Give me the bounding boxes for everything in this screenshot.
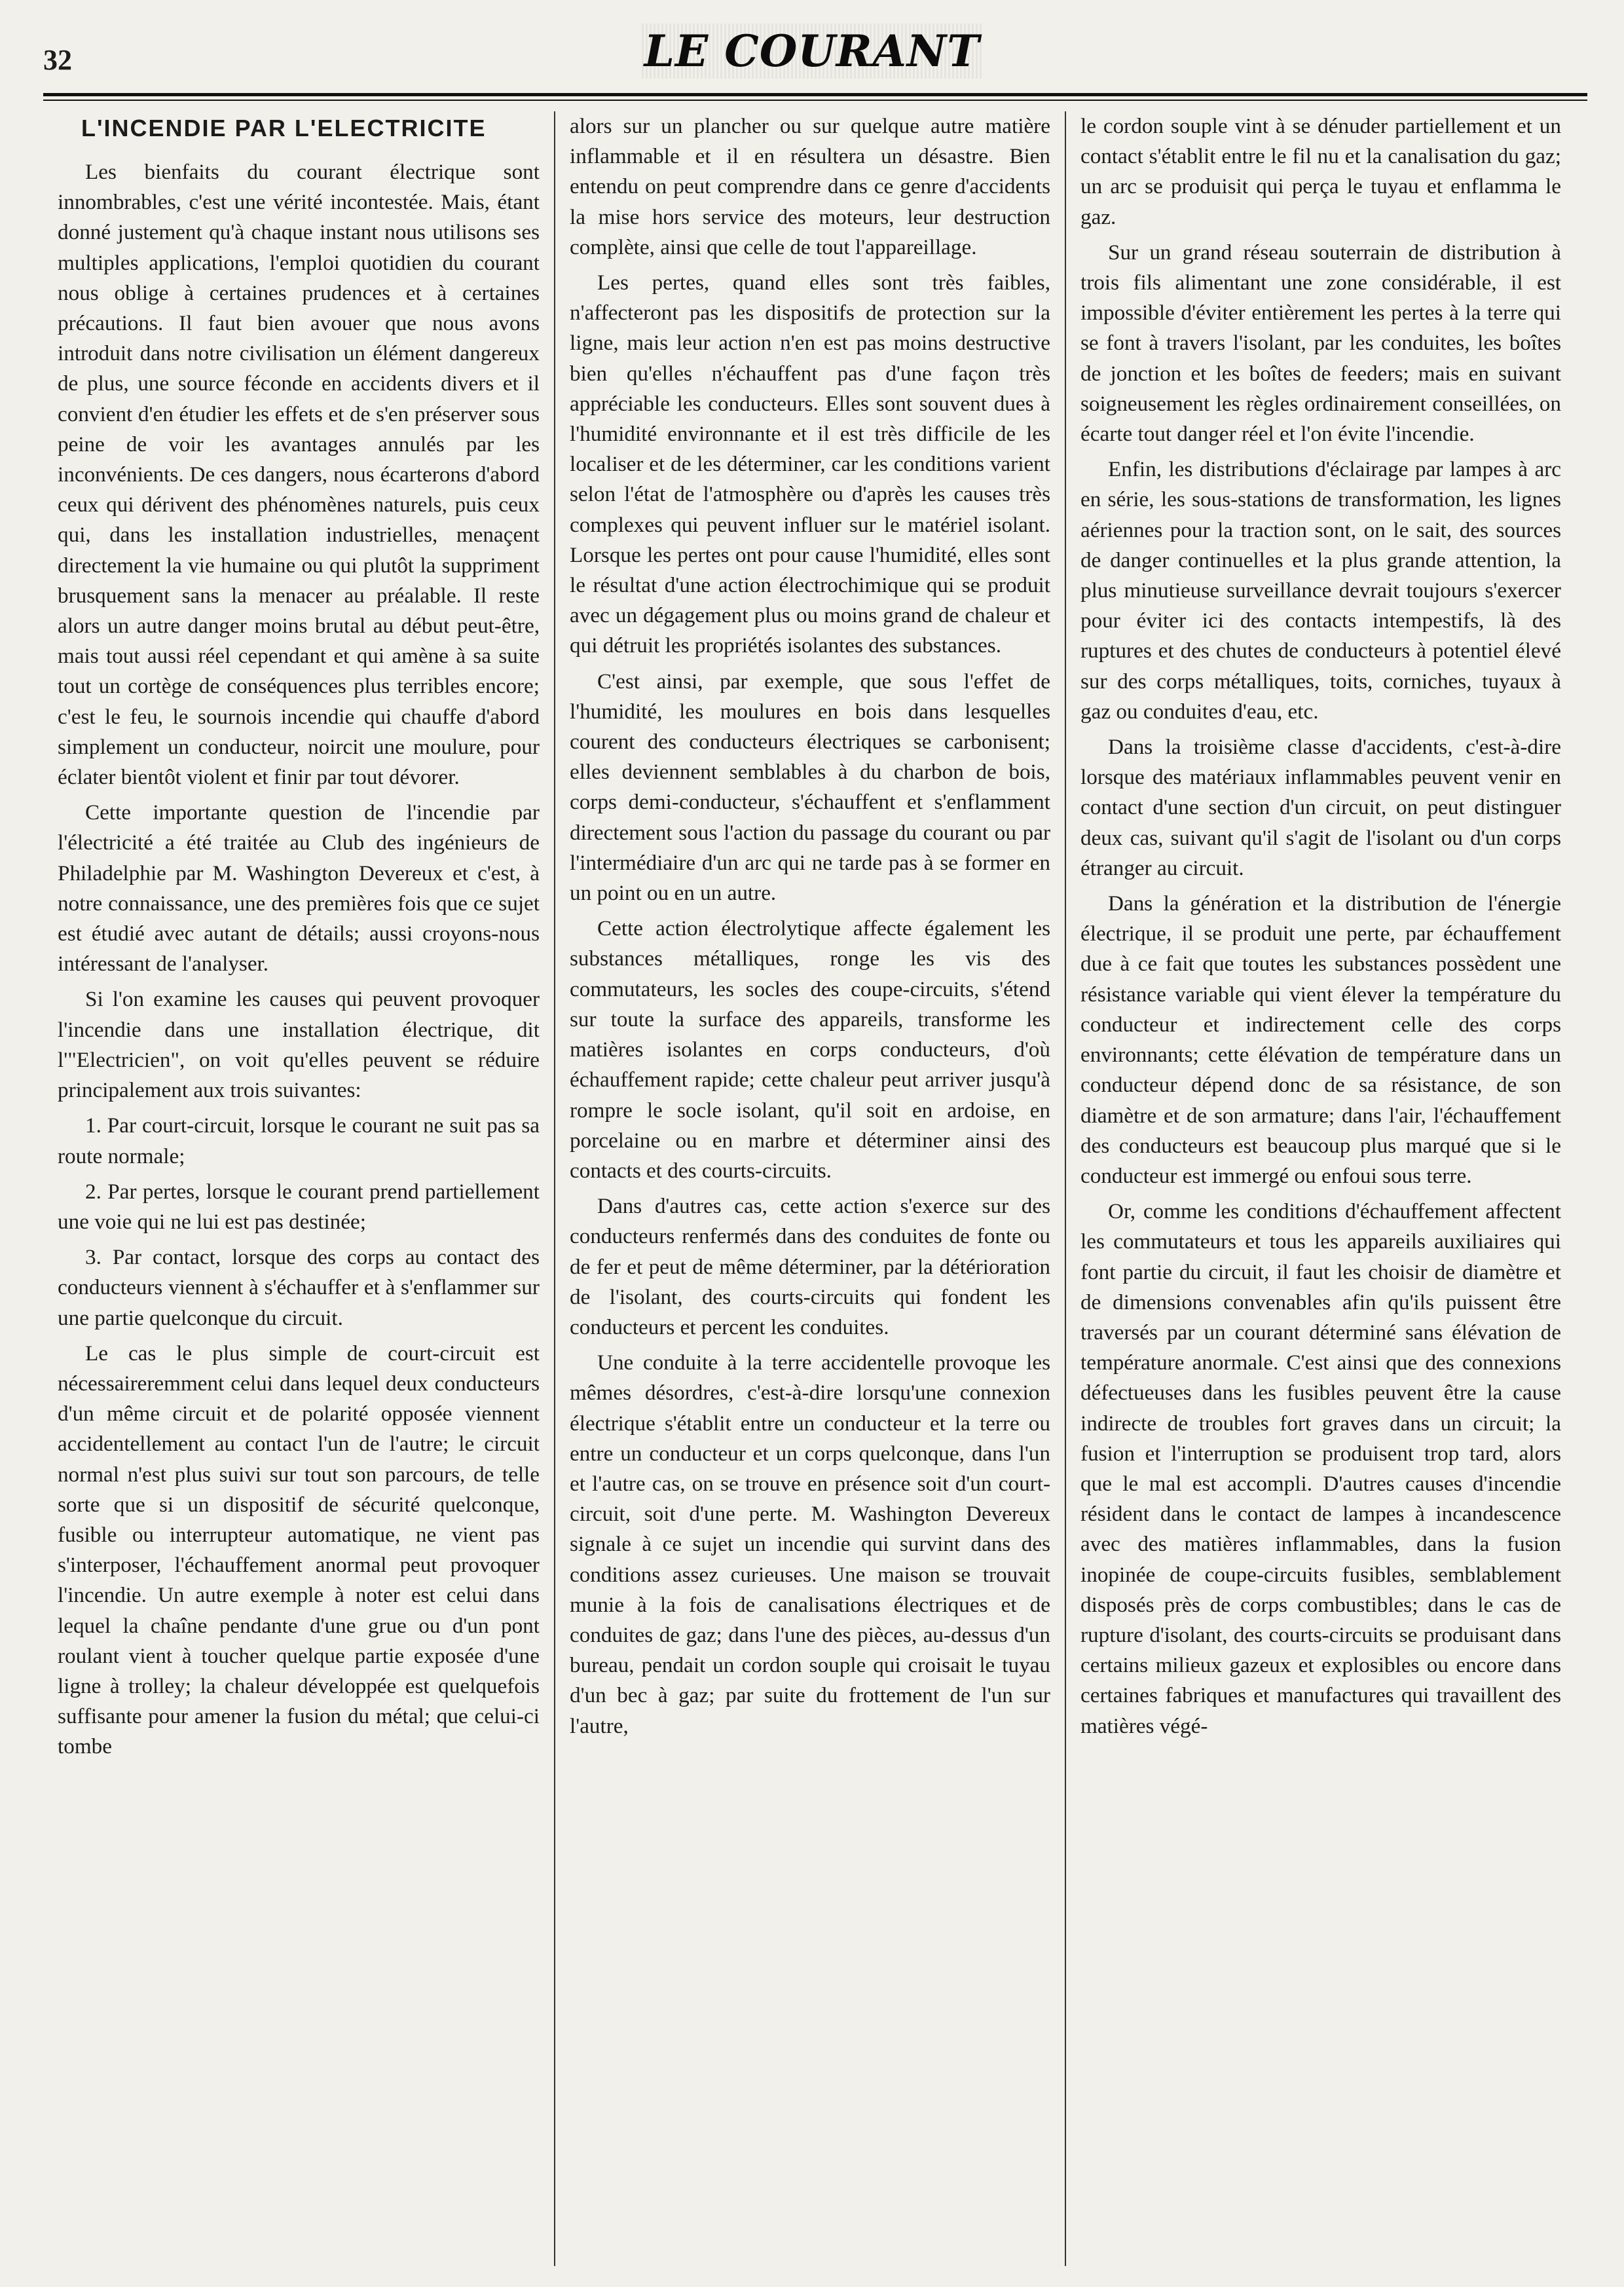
paragraph: C'est ainsi, par exemple, que sous l'effet de l'humidité, les moulures en bois dans lesquelles courent des conducteurs électriques se carbonisent; elles deviennent semblables à du charbon de bois, corps demi-conducteur, s'échauffent et s'enflamment directement sous l'action du passage du courant ou par l'intermédiaire d'un arc qui ne tarde pas à se former en un point ou en un autre. — [570, 669, 1050, 906]
paragraph: Si l'on examine les causes qui peuvent provoquer l'incendie dans une installation électrique, dit l'"Electricien", on voit qu'elles peuvent se réduire principalement aux trois suivantes: — [58, 987, 540, 1103]
paragraph: Sur un grand réseau souterrain de distribution à trois fils alimentant une zone considérable, il est impossible d'éviter entièrement les pertes à la terre qui se font à travers l'isolant, par les conduites, les boîtes de jonction et les boîtes de feeders; mais en suivant soigneusement les règles ordinairement conseillées, on écarte tout danger réel et l'on évite l'incendie. — [1080, 240, 1561, 447]
paragraph-continued: le cordon souple vint à se dénuder partiellement et un contact s'établit entre le fil nu et la canalisation du gaz; un arc se produisit qui perça le tuyau et enflamma le gaz. — [1080, 114, 1561, 229]
paragraph: Les bienfaits du courant électrique sont innombrables, c'est une vérité incontestée. Mais, étant donné justement qu'à chaque instant nous utilisons ses multiples applications, l'emploi quotidien du courant nous oblige à certaines prudences et à certaines précautions. Il faut bien avouer que nous avons introduit dans notre civilisation un élément dangereux de plus, une source féconde en accidents divers et il convient d'en étudier les effets et de s'en préserver sous peine de voir les avantages annulés par les inconvénients. De ces dangers, nous écarterons d'abord ceux qui dérivent des phénomènes naturels, puis ceux qui, dans les installation industrielles, menaçent directement la vie humaine ou qui plutôt la suppriment brusquement sans la menacer au préalable. Il reste alors un autre danger moins brutal au début peut-être, mais tout aussi réel cependant et qui amène à sa suite tout un cortège de conséquences plus terribles encore; c'est le feu, le sournois incendie qui chauffe d'abord simplement un conducteur, noircit une moulure, pour éclater bientôt violent et finir par tout dévorer. — [58, 160, 540, 790]
paragraph-continued: alors sur un plancher ou sur quelque autre matière inflammable et il en résultera un désastre. Bien entendu on peut comprendre dans ce genre d'accidents la mise hors service des moteurs, leur destruction complète, ainsi que celle de tout l'appareillage. — [570, 114, 1050, 259]
column-1 — [43, 111, 554, 2266]
list-item: 1. Par court-circuit, lorsque le courant ne suit pas sa route normale; — [58, 1113, 540, 1168]
list-item: 2. Par pertes, lorsque le courant prend partiellement une voie qui ne lui est pas destinée; — [58, 1179, 540, 1234]
masthead-logo: LE COURANT — [642, 24, 982, 79]
paragraph: Dans d'autres cas, cette action s'exerce sur des conducteurs renfermés dans des conduites de fonte ou de fer et peut de même déterminer, par la détérioration de l'isolant, des courts-circuits qui fondent les conducteurs et percent les conduites. — [570, 1194, 1050, 1339]
page-number: 32 — [43, 44, 72, 76]
paragraph: Cette action électrolytique affecte également les substances métalliques, ronge les vis des commutateurs, les socles des coupe-circuits, s'étend sur toute la surface des appareils, transforme les matières isolantes en corps conducteurs, d'où échauffement rapide; cette chaleur peut arriver jusqu'à rompre le socle isolant, qu'il soit en ardoise, en porcelaine ou en marbre et déterminer ainsi des contacts et des courts-circuits. — [570, 916, 1050, 1183]
paragraph: Cette importante question de l'incendie par l'électricité a été traitée au Club des ingénieurs de Philadelphie par M. Washington Devereux et c'est, à notre connaissance, une des premières fois que ce sujet est étudié avec autant de détails; aussi croyons-nous intéressant de l'analyser. — [58, 800, 540, 976]
list-item: 3. Par contact, lorsque des corps au contact des conducteurs viennent à s'échauffer et à s'enflammer sur une partie quelconque du circuit. — [58, 1245, 540, 1330]
article-title: L'INCENDIE PAR L'ELECTRICITE — [81, 115, 487, 141]
header-rule — [43, 93, 1587, 96]
article-columns — [43, 111, 1576, 2266]
column-3 — [1065, 111, 1576, 2266]
paragraph: Or, comme les conditions d'échauffement affectent les commutateurs et tous les appareils auxiliaires qui font partie du circuit, il faut les choisir de diamètre et de dimensions convenables afin qu'ils puissent être traversés par un courant déterminé sans élévation de température anormale. C'est ainsi que des connexions défectueuses dans les fusibles peuvent être la cause indirecte de troubles fort graves dans un circuit; la fusion et l'interruption se produisent trop tard, alors que le mal est accompli. D'autres causes d'incendie résident dans le contact de lampes à incandescence avec des matières inflammables, dans la fusion inopinée de coupe-circuits fusibles, semblablement disposés près de corps combustibles; dans le cas de rupture d'isolant, des courts-circuits se produisant dans certains milieux gazeux et explosibles ou encore dans certaines fabriques et manufactures qui travaillent des matières végé- — [1080, 1199, 1561, 1738]
paragraph: Dans la génération et la distribution de l'énergie électrique, il se produit une perte, par échauffement due à ce fait que toutes les substances possèdent une résistance variable qui vient élever la température du conducteur et indirectement celle des corps environnants; cette élévation de température dans un conducteur dépend donc de sa résistance, de son diamètre et de son armature; dans l'air, l'échauffement des conducteurs est beaucoup plus marqué que si le conducteur est immergé ou enfoui sous terre. — [1080, 891, 1561, 1188]
header-rule-thin — [43, 100, 1587, 101]
paragraph: Les pertes, quand elles sont très faibles, n'affecteront pas les dispositifs de protection sur la ligne, mais leur action n'en est pas moins destructive bien qu'elles n'échauffent pas d'une façon très appréciable les conducteurs. Elles sont souvent dues à l'humidité environnante et il est très difficile de les localiser et de les déterminer, car les conditions varient selon l'état de l'atmosphère ou d'après les causes très complexes qui peuvent influer sur le matériel isolant. Lorsque les pertes ont pour cause l'humidité, elles sont le résultat d'une action électrochimique qui se produit avec un dégagement plus ou moins grand de chaleur et qui détruit les propriétés isolantes des substances. — [570, 270, 1050, 658]
paragraph: Enfin, les distributions d'éclairage par lampes à arc en série, les sous-stations de transformation, les lignes aériennes pour la traction sont, on le sait, des sources de danger continuelles et la plus grande attention, la plus minutieuse surveillance devrait toujours s'exercer pour éviter ici des contacts intempestifs, là des ruptures et des chutes de conducteurs à potentiel élevé sur des corps métalliques, toits, corniches, tuyaux à gaz ou conduites d'eau, etc. — [1080, 457, 1561, 724]
paragraph: Une conduite à la terre accidentelle provoque les mêmes désordres, c'est-à-dire lorsqu'une connexion électrique s'établit entre un conducteur et la terre ou entre un conducteur et un corps quelconque, dans l'un et l'autre cas, on se trouve en présence soit d'un court-circuit, soit d'une perte. M. Washington Devereux signale à ce sujet un incendie qui survint dans des conditions assez curieuses. Une maison se trouvait munie à la fois de canalisations électriques et de conduites de gaz; dans l'une des pièces, au-dessus d'un bureau, pendait un cordon souple qui croisait le tuyau d'un bec à gaz; par suite du frottement de l'un sur l'autre, — [570, 1350, 1050, 1738]
paragraph: Le cas le plus simple de court-circuit est nécessaireremment celui dans lequel deux conducteurs d'un même circuit et de polarité opposée viennent accidentellement au contact l'un de l'autre; le circuit normal n'est plus suivi sur tout son parcours, de telle sorte que si un dispositif de sécurité quelconque, fusible ou interrupteur automatique, ne vient pas s'interposer, l'échauffement anormal peut provoquer l'incendie. Un autre exemple à noter est celui dans lequel la chaîne pendante d'une grue ou d'un pont roulant vient à toucher quelque partie exposée d'une ligne à trolley; la chaleur développée est quelquefois suffisante pour amener la fusion du métal; que celui-ci tombe — [58, 1341, 540, 1759]
column-2 — [554, 111, 1065, 2266]
paragraph: Dans la troisième classe d'accidents, c'est-à-dire lorsque des matériaux inflammables peuvent venir en contact d'une section d'un circuit, on peut distinguer deux cas, suivant qu'il s'agit de l'isolant ou d'un corps étranger au circuit. — [1080, 735, 1561, 880]
